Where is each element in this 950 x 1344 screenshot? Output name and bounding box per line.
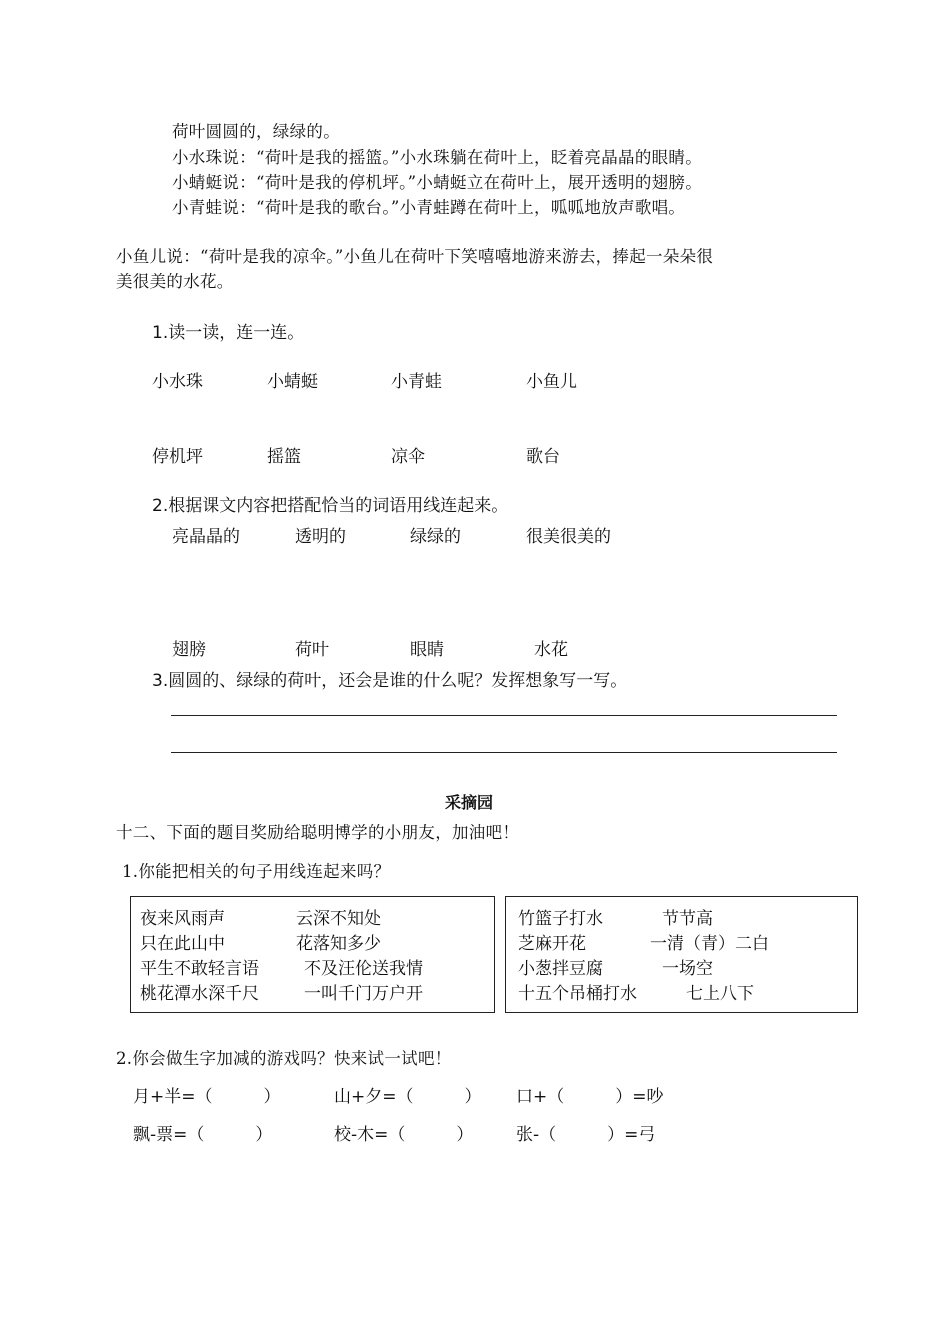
box-right-item[interactable]: 一场空 — [662, 959, 713, 979]
passage-paragraph-line-2: 美很美的水花。 — [116, 272, 234, 291]
q3-title: 3.圆圆的、绿绿的荷叶，还会是谁的什么呢？发挥想象写一写。 — [152, 671, 628, 691]
char-game-item[interactable]: 山+夕=（ ） — [334, 1087, 482, 1107]
q1-top-word[interactable]: 小鱼儿 — [526, 372, 577, 392]
q2-top-word[interactable]: 很美很美的 — [526, 527, 611, 547]
passage-paragraph-line-1: 小鱼儿说：“荷叶是我的凉伞。”小鱼儿在荷叶下笑嘻嘻地游来游去，捧起一朵朵很 — [116, 247, 714, 266]
section-q2-title: 2.你会做生字加减的游戏吗？快来试一试吧！ — [116, 1049, 452, 1068]
q1-title: 1.读一读，连一连。 — [152, 323, 305, 343]
box-left-item[interactable]: 不及汪伦送我情 — [304, 959, 423, 979]
char-game-item[interactable]: 口+（ ）=吵 — [516, 1087, 664, 1107]
answer-line[interactable] — [171, 752, 837, 753]
q1-bottom-word[interactable]: 凉伞 — [391, 447, 425, 467]
right-matching-box — [505, 896, 858, 1013]
q2-bottom-word[interactable]: 眼睛 — [410, 640, 444, 660]
char-game-item[interactable]: 校-木=（ ） — [334, 1125, 474, 1145]
char-game-item[interactable]: 张-（ ）=弓 — [516, 1125, 656, 1145]
box-right-item[interactable]: 芝麻开花 — [518, 934, 586, 954]
q2-top-word[interactable]: 亮晶晶的 — [172, 527, 240, 547]
box-left-item[interactable]: 夜来风雨声 — [140, 909, 225, 929]
answer-line[interactable] — [171, 715, 837, 716]
box-right-item[interactable]: 小葱拌豆腐 — [518, 959, 603, 979]
box-right-item[interactable]: 七上八下 — [686, 984, 754, 1004]
q1-top-word[interactable]: 小水珠 — [152, 372, 203, 392]
q1-bottom-word[interactable]: 停机坪 — [152, 447, 203, 467]
section-heading: 十二、下面的题目奖励给聪明博学的小朋友，加油吧！ — [116, 823, 520, 842]
box-right-item[interactable]: 十五个吊桶打水 — [518, 984, 637, 1004]
section-title: 采摘园 — [445, 793, 494, 812]
box-right-item[interactable]: 节节高 — [662, 909, 713, 929]
box-left-item[interactable]: 一叫千门万户开 — [304, 984, 423, 1004]
box-left-item[interactable]: 花落知多少 — [296, 934, 381, 954]
q2-title: 2.根据课文内容把搭配恰当的词语用线连起来。 — [152, 496, 509, 516]
box-right-item[interactable]: 竹篮子打水 — [518, 909, 603, 929]
box-right-item[interactable]: 一清（青）二白 — [650, 934, 769, 954]
q2-bottom-word[interactable]: 翅膀 — [172, 640, 206, 660]
passage-line-3: 小蜻蜓说：“荷叶是我的停机坪。”小蜻蜓立在荷叶上，展开透明的翅膀。 — [172, 173, 703, 192]
q2-top-word[interactable]: 透明的 — [295, 527, 346, 547]
box-left-item[interactable]: 云深不知处 — [296, 909, 381, 929]
q2-bottom-word[interactable]: 水花 — [534, 640, 568, 660]
q1-top-word[interactable]: 小蜻蜓 — [267, 372, 318, 392]
box-left-item[interactable]: 平生不敢轻言语 — [140, 959, 259, 979]
passage-line-4: 小青蛙说：“荷叶是我的歌台。”小青蛙蹲在荷叶上，呱呱地放声歌唱。 — [172, 198, 686, 217]
left-matching-box — [130, 896, 495, 1013]
q2-bottom-word[interactable]: 荷叶 — [295, 640, 329, 660]
q1-bottom-word[interactable]: 歌台 — [526, 447, 560, 467]
q1-bottom-word[interactable]: 摇篮 — [267, 447, 301, 467]
char-game-item[interactable]: 月+半=（ ） — [133, 1087, 281, 1107]
box-left-item[interactable]: 只在此山中 — [140, 934, 225, 954]
q2-top-word[interactable]: 绿绿的 — [410, 527, 461, 547]
passage-line-1: 荷叶圆圆的，绿绿的。 — [172, 122, 340, 141]
section-q1-title: 1.你能把相关的句子用线连起来吗？ — [122, 862, 391, 881]
q1-top-word[interactable]: 小青蛙 — [391, 372, 442, 392]
char-game-item[interactable]: 飘-票=（ ） — [133, 1125, 273, 1145]
passage-line-2: 小水珠说：“荷叶是我的摇篮。”小水珠躺在荷叶上，眨着亮晶晶的眼睛。 — [172, 148, 703, 167]
box-left-item[interactable]: 桃花潭水深千尺 — [140, 984, 259, 1004]
